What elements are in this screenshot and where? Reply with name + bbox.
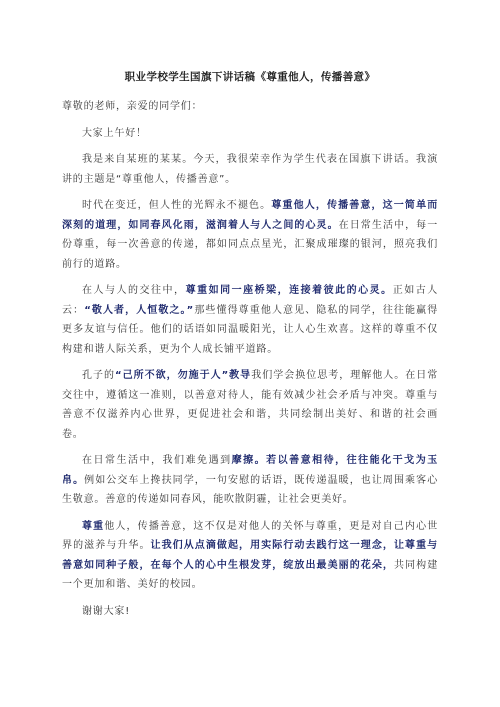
paragraph-text: 他人，传播善意，这不仅是对他人的关怀与尊重，更是对自己内心世界的滋养与升华。 bbox=[62, 520, 439, 551]
closing: 谢谢大家! bbox=[82, 605, 131, 617]
paragraph-conclusion bbox=[62, 517, 438, 595]
paragraph-text: 我们学会换位思考，理解他人。在日常交往中，遵循这一准则，以善意对待人，能有效减少社会矛盾与冲突。尊重与善意不仅滋养内心世界，更促进社会和谐，共同绘制出美好、和谐的社会画卷。 bbox=[62, 370, 439, 440]
paragraph-text: 在日常生活中，每一份尊重，每一次善意的传递，都如同点点星光，汇聚成璀璨的银河，照亮我们前行的道路。 bbox=[62, 219, 439, 270]
document-title: 职业学校学生国旗下讲话稿《尊重他人，传播善意》 bbox=[124, 71, 376, 83]
paragraph-theme bbox=[62, 196, 438, 274]
greeting: 大家上午好！ bbox=[82, 127, 147, 139]
paragraph-text: 共同构建一个更加和谐、美好的校园。 bbox=[62, 559, 438, 590]
paragraph-text: 例如公交车上搀扶同学，一句安慰的话语，既传递温暖，也让周围乘客心生敬意。善意的传递如同春风，能吹散阴霾，让社会更美好。 bbox=[62, 474, 438, 505]
highlight-text: 尊重他人，传播善意，这一简单而深刻的道理，如同春风化雨，滋润着人与人之间的心灵。 bbox=[62, 200, 439, 231]
paragraph-respect-bridge bbox=[62, 281, 438, 359]
highlight-text: 尊重如同一座桥梁，连接着彼此的心灵。 bbox=[185, 285, 393, 296]
salutation: 尊敬的老师，亲爱的同学们： bbox=[62, 101, 203, 112]
document-page bbox=[62, 70, 438, 628]
paragraph-text: 那些懂得尊重他人意见、隐私的同学，往往能赢得更多友谊与信任。他们的话语如同温暖阳光，让人心生欢喜。这样的尊重不仅构建和谐人际关系，更为个人成长铺平道路。 bbox=[62, 304, 438, 355]
highlight-quote: “己所不欲，勿施于人”教导 bbox=[115, 370, 252, 381]
highlight-quote: “敬人者，人恒敬之。” bbox=[84, 304, 195, 316]
paragraph-text: 时代在变迁，但人性的光辉永不褪色。 bbox=[82, 200, 272, 211]
highlight-text: 摩擦。若以善意相待，往往能化干戈为玉帛。 bbox=[62, 455, 438, 486]
highlight-text: 让我们从点滴做起，用实际行动去践行这一理念，让尊重与善意如同种子般，在每个人的心中生根发芽，绽放出最美丽的花朵， bbox=[62, 540, 438, 571]
paragraph-text: 孔子的 bbox=[82, 370, 116, 381]
paragraph-introduction bbox=[62, 150, 438, 189]
paragraph-text: 在人与人的交往中， bbox=[82, 285, 186, 296]
paragraph-daily-life bbox=[62, 451, 438, 510]
paragraph-text: 在日常生活中，我们难免遇到 bbox=[82, 455, 232, 466]
paragraph-confucius bbox=[62, 366, 438, 444]
highlight-text: 尊重 bbox=[82, 520, 105, 532]
paragraph-text: 正如古人云： bbox=[62, 285, 439, 316]
paragraph-text: 我是来自某班的某某。今天，我很荣幸作为学生代表在国旗下讲话。我演讲的主题是“尊重他人，传播善意”。 bbox=[62, 154, 438, 185]
